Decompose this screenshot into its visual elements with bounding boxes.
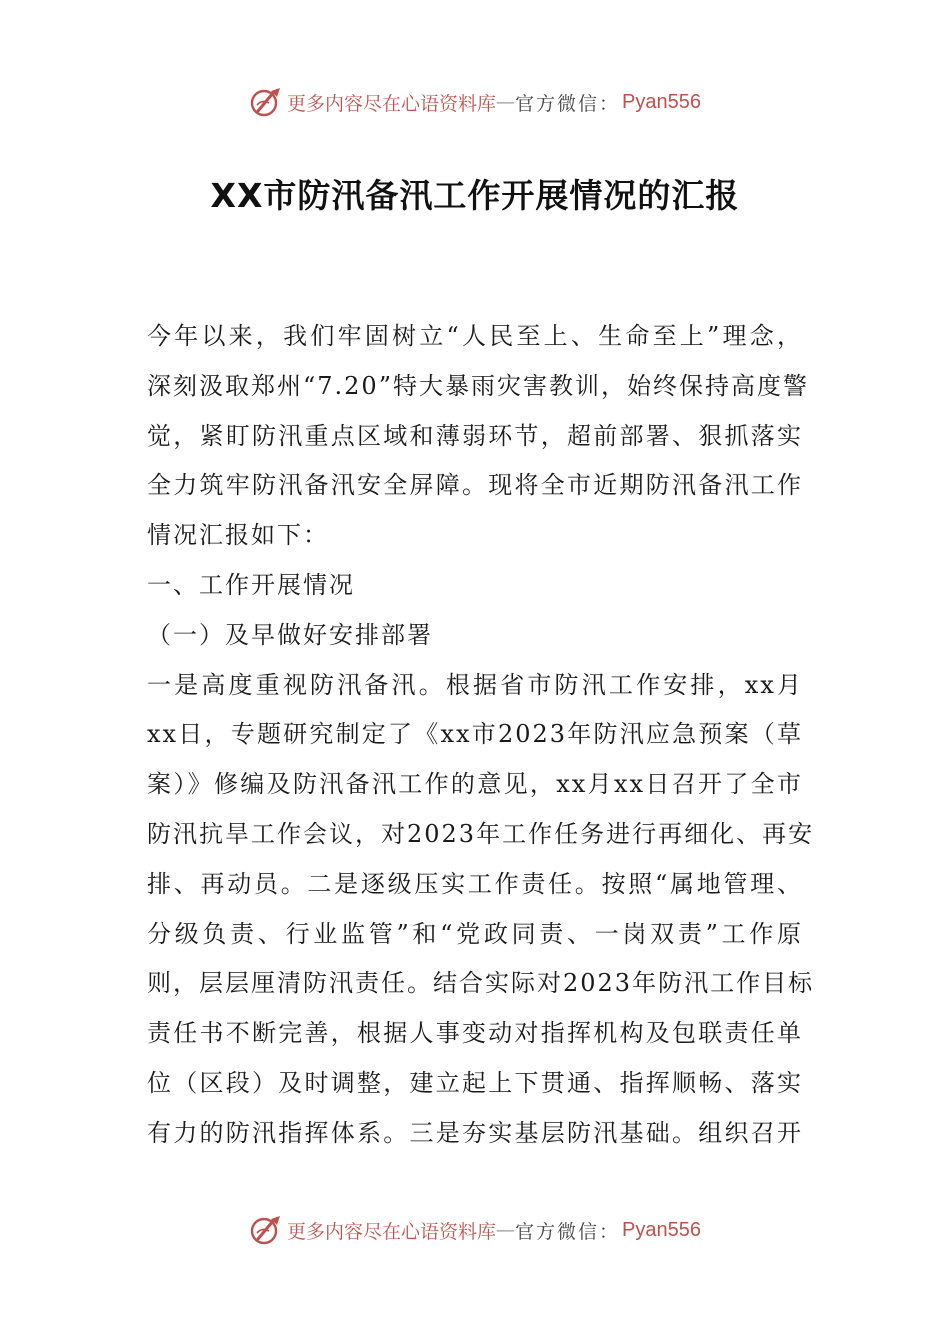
body-line: 全力筑牢防汛备汛安全屏障。现将全市近期防汛备汛工作 — [147, 471, 803, 500]
document-title: XX市防汛备汛工作开展情况的汇报 — [210, 176, 740, 215]
body-line: 一是高度重视防汛备汛。根据省市防汛工作安排，xx月 — [147, 670, 803, 699]
subsection-heading: （一）及早做好安排部署 — [147, 620, 433, 649]
footer-watermark-banner — [0, 1210, 950, 1250]
watermark-brand-text: 更多内容尽在心语资料库 — [287, 1220, 497, 1243]
body-line: 则，层层厘清防汛责任。结合实际对2023年防汛工作目标 — [147, 969, 815, 998]
body-line: 责任书不断完善，根据人事变动对指挥机构及包联责任单 — [147, 1019, 803, 1048]
body-line: 位（区段）及时调整，建立起上下贯通、指挥顺畅、落实 — [147, 1068, 803, 1097]
watermark-brand-text: 更多内容尽在心语资料库 — [287, 92, 497, 115]
body-line: 排、再动员。二是逐级压实工作责任。按照“属地管理、 — [147, 869, 803, 898]
watermark-wechat-id: Pyan556 — [622, 90, 701, 113]
watermark-dash: — — [496, 1219, 516, 1241]
body-line: 有力的防汛指挥体系。三是夯实基层防汛基础。组织召开 — [147, 1118, 803, 1147]
body-line: 觉，紧盯防汛重点区域和薄弱环节，超前部署、狠抓落实 — [147, 421, 803, 450]
body-line: 情况汇报如下： — [147, 521, 329, 550]
header-watermark-banner — [0, 82, 950, 122]
section-heading: 一、工作开展情况 — [147, 570, 355, 599]
watermark-wechat-id: Pyan556 — [622, 1218, 701, 1241]
body-line: 案）》修编及防汛备汛工作的意见，xx月xx日召开了全市 — [147, 770, 803, 799]
body-line: 今年以来，我们牢固树立“人民至上、生命至上”理念， — [147, 322, 803, 350]
body-line: 分级负责、行业监管”和“党政同责、一岗双责”工作原 — [147, 919, 803, 948]
watermark-official-label: 官方微信： — [515, 92, 621, 115]
watermark-dash: — — [496, 91, 516, 113]
body-line: 防汛抗旱工作会议，对2023年工作任务进行再细化、再安 — [147, 819, 815, 848]
document-body — [147, 312, 815, 1159]
body-line: 深刻汲取郑州“7.20”特大暴雨灾害教训，始终保持高度警 — [147, 371, 809, 400]
pen-logo-icon — [249, 85, 283, 119]
pen-logo-icon — [249, 1213, 283, 1247]
watermark-official-label: 官方微信： — [515, 1220, 621, 1243]
body-line: xx日，专题研究制定了《xx市2023年防汛应急预案（草 — [147, 720, 803, 749]
